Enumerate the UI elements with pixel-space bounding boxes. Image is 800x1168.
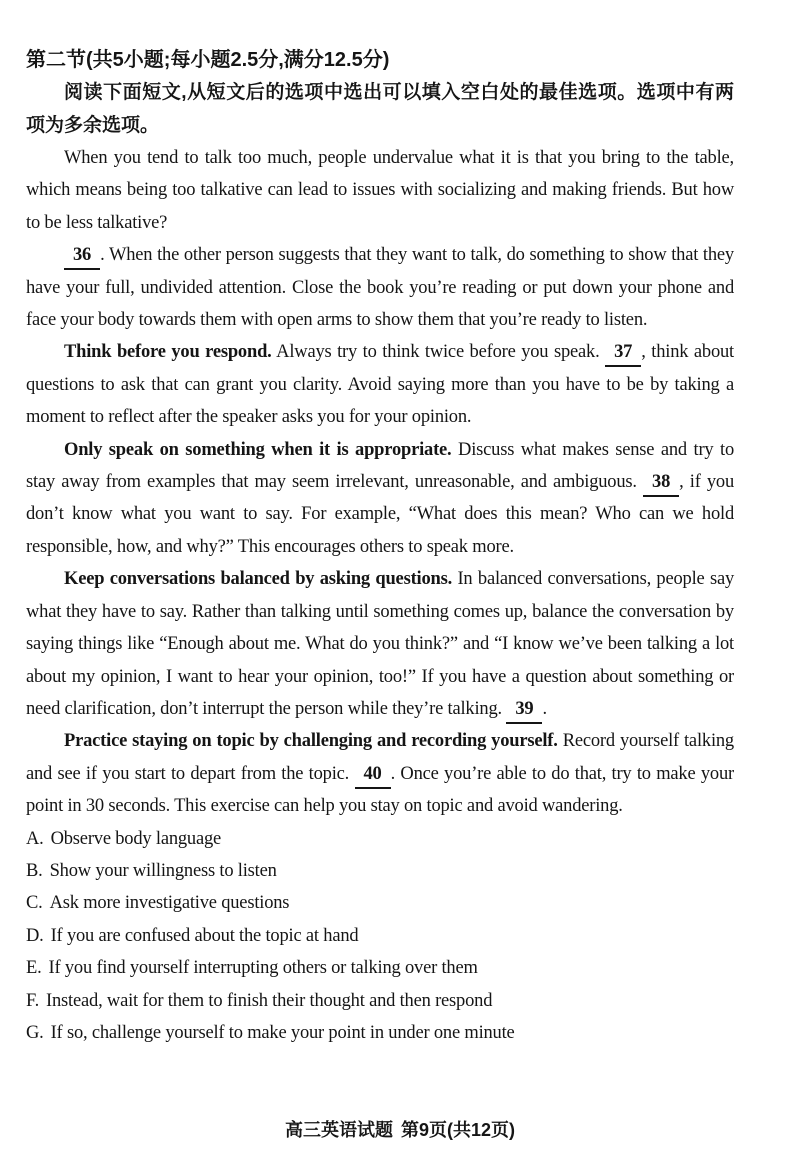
section-title: 第二节(共5小题;每小题2.5分,满分12.5分)	[26, 49, 390, 71]
passage-paragraph	[26, 725, 734, 822]
paragraph-text: , think about questions to ask that can grant you clarity. Avoid saying more than you have to be by taking a moment to reflect after the speaker asks you for your opinion.	[26, 342, 735, 428]
paragraph-text: Record yourself talking and see if you start to depart from the topic.	[26, 731, 734, 784]
paragraph-text: .	[542, 698, 547, 719]
option-g-text: If so, challenge yourself to make your point in under one minute	[50, 1022, 515, 1043]
paragraph-lead-bold: Keep conversations balanced by asking questions.	[64, 569, 453, 590]
options-list	[26, 823, 734, 1050]
paragraph-text: Discuss what makes sense and try to stay away from examples that may seem irrelevant, unreasonable, and ambiguous.	[26, 439, 734, 493]
option-a	[26, 823, 734, 855]
option-b-key: B.	[26, 860, 43, 881]
paragraph-text: , if you don’t know what you want to say. For example, “What does this mean? Who can we hold responsible, how, and why?” This encourages others to speak more.	[26, 472, 734, 557]
blank-40: 40	[355, 761, 391, 789]
page-footer	[0, 1114, 800, 1146]
footer-doc-title: 高三英语试题	[284, 1119, 393, 1140]
option-a-key: A.	[26, 828, 44, 849]
passage-paragraph	[26, 563, 734, 725]
paragraph-text: . When the other person suggests that they want to talk, do something to show that they have your full, undivided attention. Close the book you’re reading or put down your phone and face your body towards them with open arms to show them that you’re ready to listen.	[26, 245, 734, 331]
option-e	[26, 952, 734, 984]
passage-paragraph	[26, 336, 734, 433]
option-d-text: If you are confused about the topic at hand	[50, 925, 359, 946]
passage-paragraph	[26, 142, 734, 239]
option-g-key: G.	[26, 1022, 44, 1043]
paragraph-text: In balanced conversations, people say what they have to say. Rather than talking until something comes up, balance the conversation by saying things like “Enough about me. What do you think?” and “I know we’ve been talking a lot about my opinion, I want to hear your opinion, too!” If you have a question about something or need clarification, don’t interrupt the person while they’re talking.	[26, 569, 734, 719]
option-b-text: Show your willingness to listen	[49, 860, 277, 881]
blank-39: 39	[506, 696, 542, 724]
passage-paragraph	[26, 434, 734, 564]
paragraph-lead-bold: Only speak on something when it is appropriate.	[64, 439, 452, 460]
option-a-text: Observe body language	[50, 828, 222, 849]
option-c	[26, 887, 734, 919]
blank-36: 36	[64, 242, 100, 270]
paragraph-lead-bold: Think before you respond.	[64, 342, 272, 363]
cloze-passage	[26, 142, 734, 823]
paragraph-text: Always try to think twice before you speak.	[271, 342, 606, 363]
option-f-key: F.	[26, 990, 40, 1011]
section-instructions: 阅读下面短文,从短文后的选项中选出可以填入空白处的最佳选项。选项中有两项为多余选项。	[26, 82, 734, 136]
option-d-key: D.	[26, 925, 44, 946]
blank-37: 37	[605, 339, 641, 367]
passage-paragraph	[26, 239, 734, 336]
option-e-text: If you find yourself interrupting others or talking over them	[48, 958, 478, 979]
option-c-key: C.	[26, 893, 43, 914]
paragraph-text: When you tend to talk too much, people undervalue what it is that you bring to the table, which means being too talkative can lead to issues with socializing and making friends. But how to be less talkative?	[26, 148, 734, 233]
option-g	[26, 1017, 734, 1049]
blank-38: 38	[643, 469, 679, 497]
option-f	[26, 985, 734, 1017]
option-e-key: E.	[26, 958, 42, 979]
option-b	[26, 855, 734, 887]
option-d	[26, 920, 734, 952]
footer-page-number: 第9页(共12页)	[400, 1119, 516, 1140]
paragraph-text: . Once you’re able to do that, try to make your point in 30 seconds. This exercise can help you stay on topic and avoid wandering.	[26, 763, 734, 817]
option-f-text: Instead, wait for them to finish their thought and then respond	[46, 990, 493, 1011]
paragraph-lead-bold: Practice staying on topic by challenging and recording yourself.	[64, 731, 558, 752]
option-c-text: Ask more investigative questions	[49, 893, 290, 914]
